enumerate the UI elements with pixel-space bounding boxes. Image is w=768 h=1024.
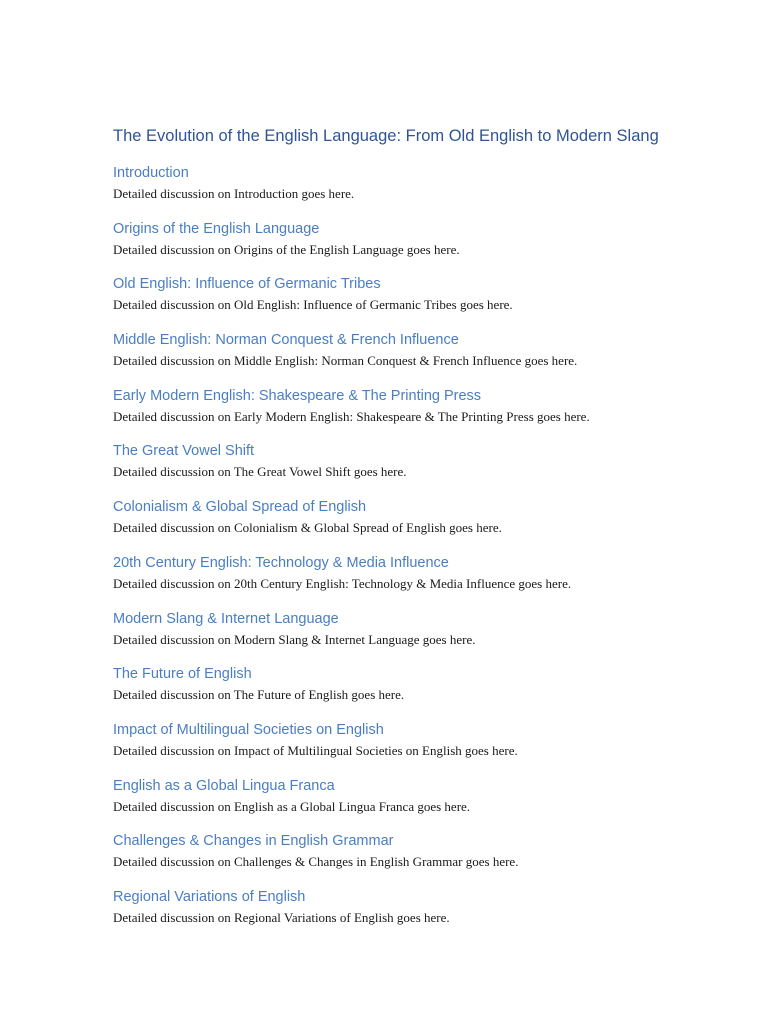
section-heading: Early Modern English: Shakespeare & The Printing Press: [113, 387, 482, 404]
section-20th-century: [113, 550, 713, 606]
section-heading: Introduction: [113, 165, 189, 181]
section-modern-slang: [113, 606, 713, 662]
section-great-vowel-shift: [113, 438, 713, 494]
section-heading: Middle English: Norman Conquest & French Influence: [113, 332, 459, 349]
section-future-of-english: [113, 661, 713, 717]
section-body: Detailed discussion on Introduction goes here.: [113, 186, 355, 201]
section-body: Detailed discussion on The Great Vowel Shift goes here.: [113, 464, 407, 480]
section-body: Detailed discussion on Origins of the English Language goes here.: [113, 241, 460, 257]
section-heading: Challenges & Changes in English Grammar: [113, 833, 394, 850]
section-heading: The Future of English: [113, 666, 252, 683]
section-body: Detailed discussion on The Future of English goes here.: [113, 687, 405, 703]
section-heading: Colonialism & Global Spread of English: [113, 499, 367, 516]
section-body: Detailed discussion on Colonialism & Global Spread of English goes here.: [113, 520, 502, 536]
section-body: Detailed discussion on 20th Century English: Technology & Media Influence goes here.: [113, 575, 572, 591]
document-page: [113, 126, 713, 940]
section-heading: Modern Slang & Internet Language: [113, 610, 339, 627]
section-lingua-franca: [113, 773, 713, 829]
section-middle-english: [113, 327, 713, 383]
document-title: The Evolution of the English Language: From Old English to Modern Slang: [113, 127, 659, 145]
section-heading: 20th Century English: Technology & Media Influence: [113, 554, 449, 571]
section-multilingual-societies: [113, 717, 713, 773]
section-body: Detailed discussion on Middle English: Norman Conquest & French Influence goes here.: [113, 353, 578, 369]
section-heading: The Great Vowel Shift: [113, 443, 255, 460]
section-heading: Regional Variations of English: [113, 888, 306, 905]
section-body: Detailed discussion on Old English: Influence of Germanic Tribes goes here.: [113, 297, 513, 313]
section-body: Detailed discussion on Challenges & Changes in English Grammar goes here.: [113, 854, 519, 870]
section-early-modern-english: [113, 383, 713, 439]
section-body: Detailed discussion on English as a Global Lingua Franca goes here.: [113, 798, 471, 814]
section-old-english: [113, 271, 713, 327]
section-introduction: [113, 160, 713, 216]
section-regional-variations: [113, 884, 713, 940]
section-body: Detailed discussion on Impact of Multilingual Societies on English goes here.: [113, 742, 518, 758]
section-heading: Impact of Multilingual Societies on English: [113, 721, 384, 738]
section-colonialism: [113, 494, 713, 550]
section-heading: Old English: Influence of Germanic Tribes: [113, 276, 381, 293]
section-origins: [113, 216, 713, 272]
section-body: Detailed discussion on Modern Slang & Internet Language goes here.: [113, 631, 476, 647]
section-heading: Origins of the English Language: [113, 220, 320, 237]
section-body: Detailed discussion on Regional Variations of English goes here.: [113, 909, 450, 925]
section-grammar-changes: [113, 828, 713, 884]
section-heading: English as a Global Lingua Franca: [113, 777, 335, 794]
section-body: Detailed discussion on Early Modern English: Shakespeare & The Printing Press goes here.: [113, 408, 590, 424]
